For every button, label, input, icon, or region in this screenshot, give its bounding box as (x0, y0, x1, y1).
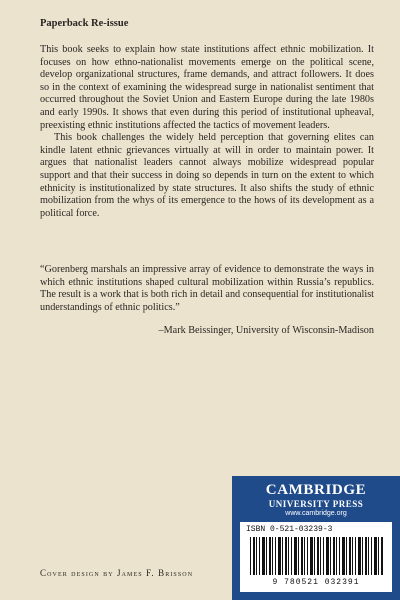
description-paragraph-1: This book seeks to explain how state institutions affect ethnic mobilization. It focuses on how ethno-nationalist movements emerge on the political scene, develop organizational structures, frame demands, and attract followers. It does so in the context of examining the widespread surge in nationalist sentiment that occurred throughout the Soviet Union and Eastern Europe during the late 1980s and early 1990s. It shows that even during this period of institutional upheaval, preexisting ethnic institutions affected the tactics of movement leaders. (40, 44, 374, 131)
barcode-icon (250, 537, 384, 575)
publisher-press: UNIVERSITY PRESS (268, 499, 364, 509)
review-quote (40, 264, 374, 314)
review-quote-text: “Gorenberg marshals an impressive array of evidence to demonstrate the ways in which ethnic institutions shaped cultural mobilization within Russia’s republics. The result is a work that is both rich in detail and consequential for institutionalist understandings of ethnic politics.” (40, 264, 374, 313)
description-paragraph-2: This book challenges the widely held perception that governing elites can kindle latent ethnic grievances virtually at will in order to maintain power. It argues that nationalist leaders cannot always mobilize widespread popular support and that their success in doing so depends in turn on the extent to which ethnicity is institutionalized by state structures. It also shifts the study of ethnic mobilization from the whys of its emergence to the hows of its development as a political force. (40, 132, 374, 219)
cover-credit: Cover design by James F. Brisson (40, 568, 194, 578)
isbn-text: ISBN 0-521-03239-3 (246, 525, 333, 534)
publisher-name: CAMBRIDGE (265, 482, 367, 498)
barcode-box (240, 522, 392, 592)
reissue-label: Paperback Re-issue (40, 18, 129, 29)
publisher-url: www.cambridge.org (285, 510, 347, 517)
barcode-number: 9 780521 032391 (272, 578, 360, 587)
review-attribution: –Mark Beissinger, University of Wisconsin-Madison (158, 325, 374, 336)
book-description (40, 44, 374, 220)
publisher-block (232, 476, 400, 600)
